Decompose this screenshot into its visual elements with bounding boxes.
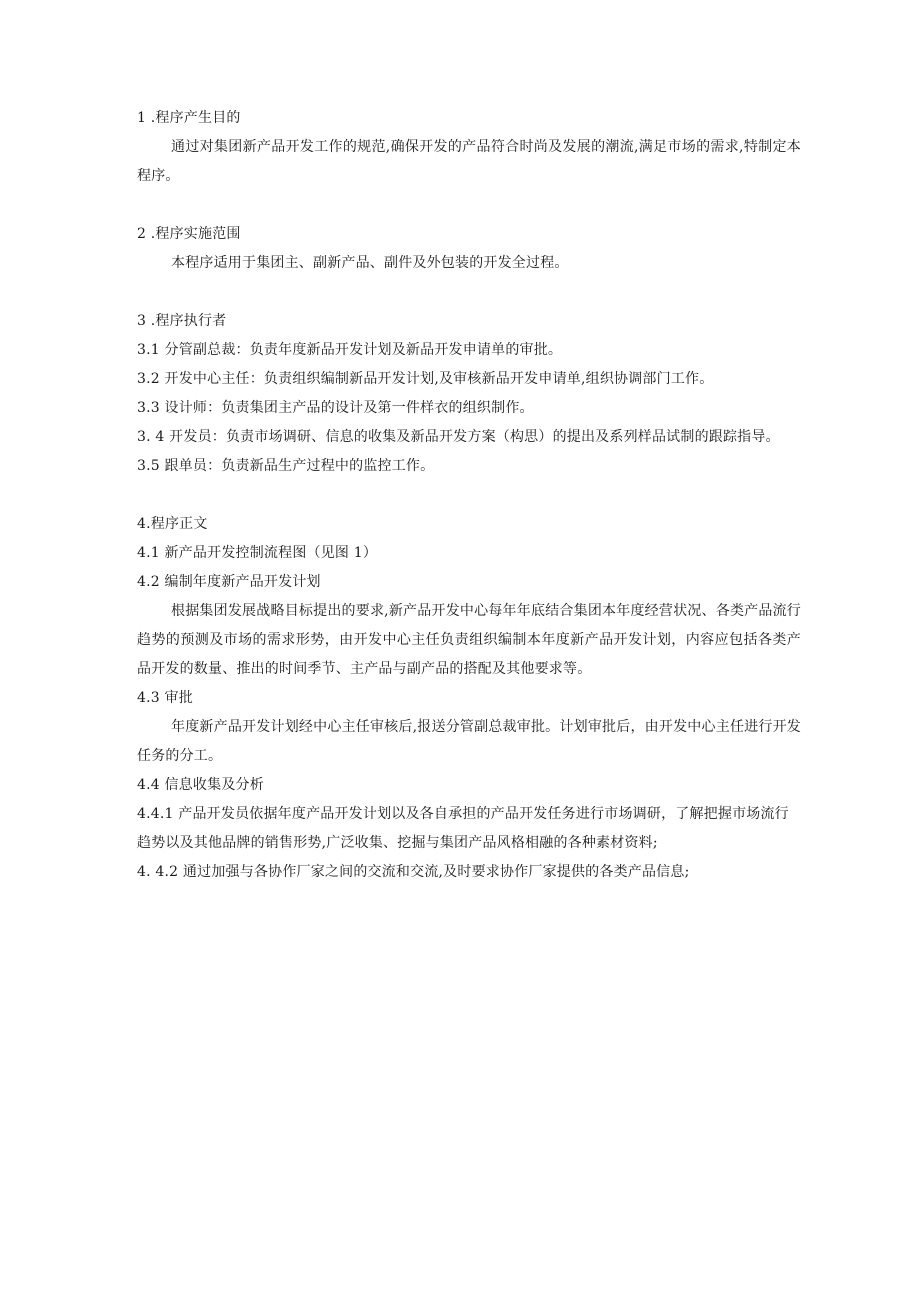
list-item-approval: 4.3 审批 [137, 690, 193, 706]
section-heading-body: 4.程序正文 [137, 516, 208, 532]
spacer [137, 278, 801, 307]
paragraph-purpose: 通过对集团新产品开发工作的规范,确保开发的产品符合时尚及发展的潮流,满足市场的需求,特制定本程序。 [137, 139, 801, 184]
list-item-merchandiser: 3.5 跟单员：负责新品生产过程中的监控工作。 [137, 458, 435, 474]
paragraph-scope: 本程序适用于集团主、副新产品、副件及外包装的开发全过程。 [171, 255, 569, 271]
paragraph-approval: 年度新产品开发计划经中心主任审核后,报送分管副总裁审批。计划审批后，由开发中心主任进行开发任务的分工。 [137, 719, 801, 764]
list-item-supplier-communication: 4. 4.2 通过加强与各协作厂家之间的交流和交流,及时要求协作厂家提供的各类产品信息; [137, 864, 690, 880]
list-item-designer: 3.3 设计师：负责集团主产品的设计及第一件样衣的组织制作。 [137, 400, 534, 416]
list-item-vice-president: 3.1 分管副总裁：负责年度新品开发计划及新品开发申请单的审批。 [137, 342, 563, 358]
section-heading-purpose: 1 .程序产生目的 [137, 110, 241, 126]
paragraph-annual-plan: 根据集团发展战略目标提出的要求,新产品开发中心每年年底结合集团本年度经营状况、各类产品流行趋势的预测及市场的需求形势，由开发中心主任负责组织编制本年度新产品开发计划，内容应包括各类产品开发的数量、推出的时间季节、主产品与副产品的搭配及其他要求等。 [137, 603, 801, 677]
document-body [137, 104, 801, 887]
list-item-annual-plan: 4.2 编制年度新产品开发计划 [137, 574, 321, 590]
list-item-flowchart: 4.1 新产品开发控制流程图（见图 1） [137, 545, 378, 561]
spacer [137, 481, 801, 510]
section-heading-scope: 2 .程序实施范围 [137, 226, 241, 242]
list-item-market-research: 4.4.1 产品开发员依据年度产品开发计划以及各自承担的产品开发任务进行市场调研，了解把握市场流行趋势以及其他品牌的销售形势,广泛收集、挖掘与集团产品风格相融的各种素材资料; [137, 806, 789, 851]
list-item-center-director: 3.2 开发中心主任：负责组织编制新品开发计划,及审核新品开发申请单,组织协调部门工作。 [137, 371, 714, 387]
section-heading-executors: 3 .程序执行者 [137, 313, 227, 329]
spacer [137, 191, 801, 220]
list-item-developer: 3. 4 开发员：负责市场调研、信息的收集及新品开发方案（构思）的提出及系列样品试制的跟踪指导。 [137, 429, 780, 445]
list-item-info-collection: 4.4 信息收集及分析 [137, 777, 264, 793]
